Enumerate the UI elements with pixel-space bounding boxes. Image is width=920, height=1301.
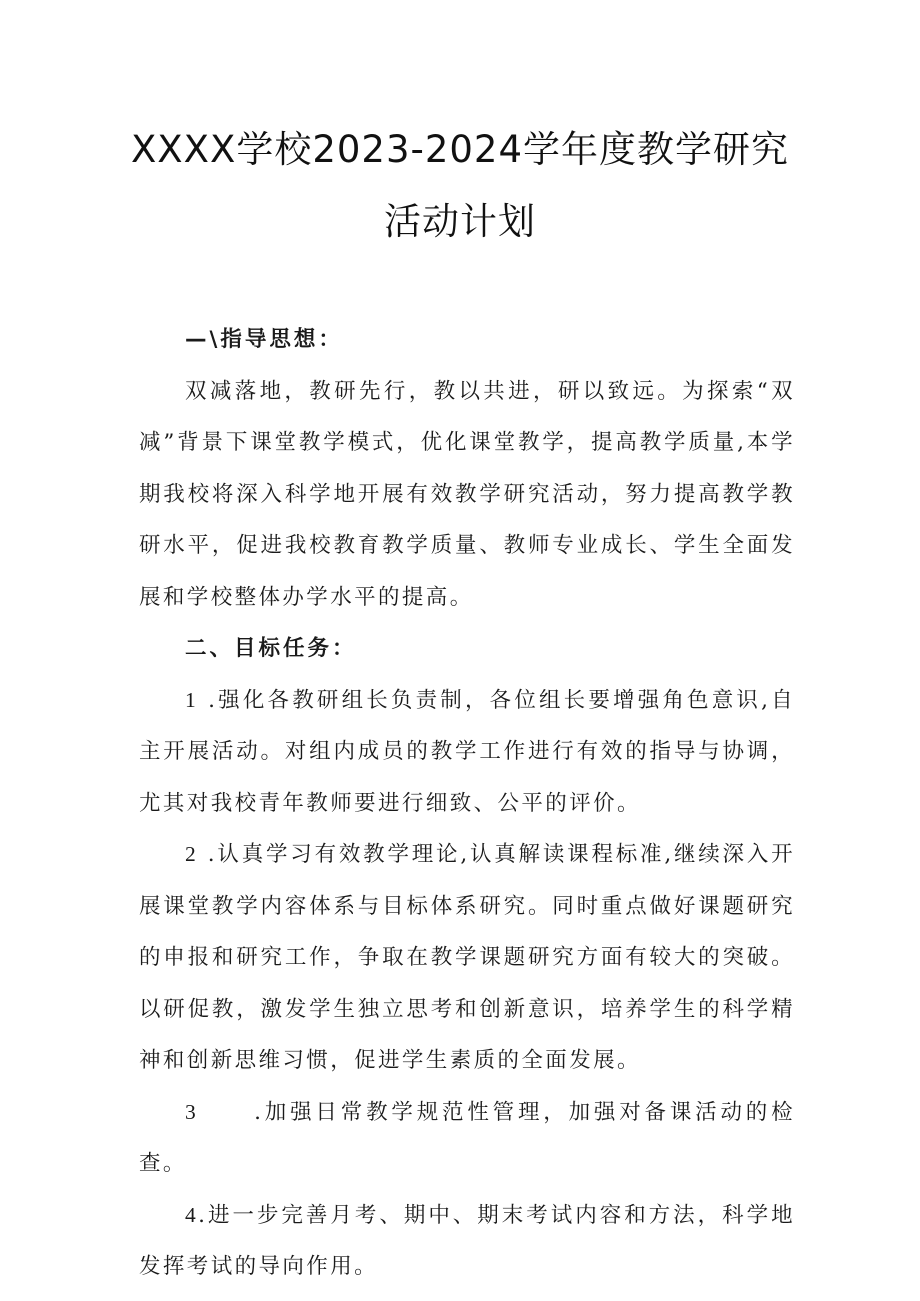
paragraph-guiding-ideology: 双减落地，教研先行，教以共进，研以致远。为探索“双减”背景下课堂教学模式，优化课堂教学，提高教学质量,本学期我校将深入科学地开展有效教学研究活动，努力提高教学教研水平，促进我校教育教学质量、教师专业成长、学生全面发展和学校整体办学水平的提高。 — [139, 378, 795, 610]
list-item — [139, 829, 795, 1087]
document-title-line-1: XXXX学校2023-2024学年度教学研究 — [130, 128, 790, 171]
section-heading-goals-tasks: 二、目标任务： — [185, 636, 357, 661]
list-item-number: 3 — [185, 1099, 199, 1124]
list-item-number: 2 — [185, 842, 199, 866]
list-item — [139, 675, 795, 830]
list-item-text: .认真学习有效教学理论,认真解读课程标准,继续深入开展课堂教学内容体系与目标体系研究。同时重点做好课题研究的申报和研究工作，争取在教学课题研究方面有较大的突破。以研促教，激发学生独立思考和创新意识，培养学生的科学精神和创新思维习惯，促进学生素质的全面发展。 — [139, 842, 796, 1073]
list-item — [139, 1190, 795, 1293]
list-item-text: .强化各教研组长负责制，各位组长要增强角色意识,自主开展活动。对组内成员的教学工作进行有效的指导与协调，尤其对我校青年教师要进行细致、公平的评价。 — [139, 687, 796, 816]
list-item — [139, 1087, 795, 1190]
list-item-number: 1 — [185, 687, 199, 712]
section-heading-guiding-ideology: —\指导思想： — [185, 327, 343, 352]
document-body — [139, 314, 795, 1293]
document-title-line-2: 活动计划 — [384, 200, 536, 243]
list-item-text: .进一步完善月考、期中、期末考试内容和方法，科学地发挥考试的导向作用。 — [139, 1202, 795, 1279]
list-item-number: 4 — [185, 1202, 199, 1227]
list-item-text: .加强日常教学规范性管理，加强对备课活动的检查。 — [139, 1099, 795, 1176]
